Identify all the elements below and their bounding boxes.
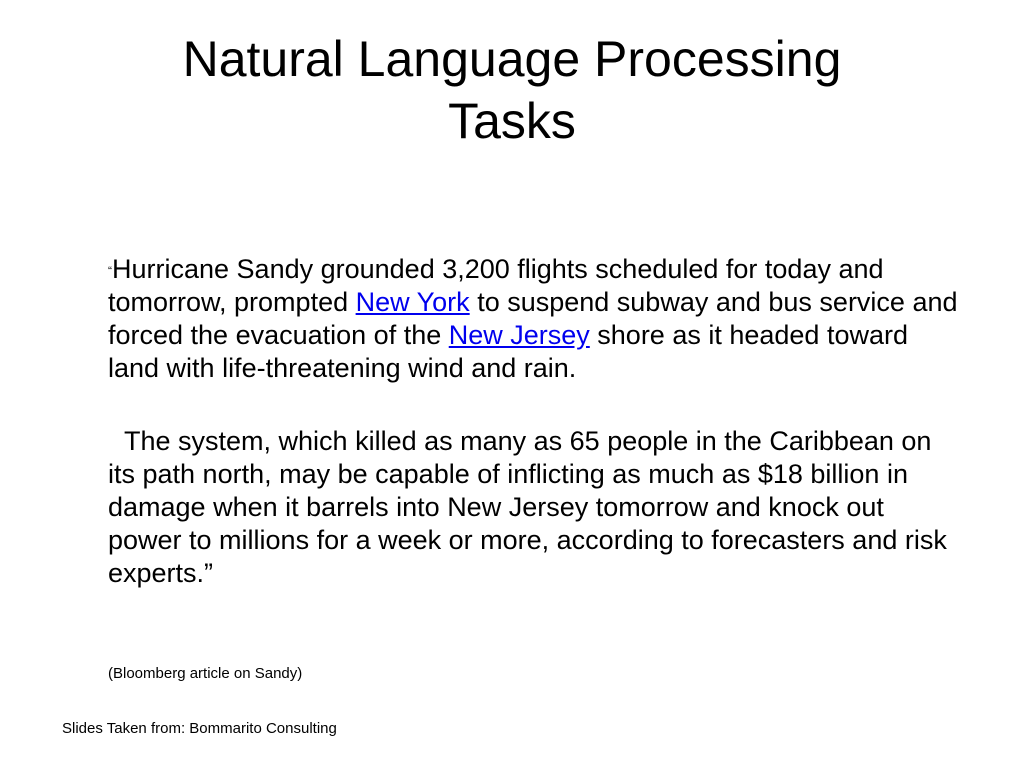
title-line-1: Natural Language Processing — [182, 31, 842, 87]
new-jersey-link[interactable]: New Jersey — [448, 320, 590, 350]
quote-text-1b: to suspend subway and bus service and forced the evacuation of the — [108, 287, 958, 350]
quote-body — [108, 253, 958, 590]
quote-text-2: The system, which killed as many as 65 people in the Caribbean on its path north, may be capable of inflicting as much as $18 billion in damage when it barrels into New Jersey tomorrow and knock out power to millions for a week or more, according to forecasters and risk experts.” — [108, 426, 947, 588]
slide-title — [0, 28, 1024, 152]
slide-footer: Slides Taken from: Bommarito Consulting — [62, 720, 337, 737]
title-line-2: Tasks — [448, 93, 576, 149]
quote-paragraph-2 — [108, 425, 958, 590]
new-york-link[interactable]: New York — [355, 287, 470, 317]
source-citation: (Bloomberg article on Sandy) — [108, 665, 303, 682]
quote-paragraph-1 — [108, 253, 958, 385]
quote-text-1c: shore as it headed toward land with life-threatening wind and rain. — [108, 320, 908, 383]
quote-text-1a: Hurricane Sandy grounded 3,200 flights scheduled for today and tomorrow, prompted — [108, 254, 884, 317]
open-quote-mark: “ — [108, 264, 112, 278]
